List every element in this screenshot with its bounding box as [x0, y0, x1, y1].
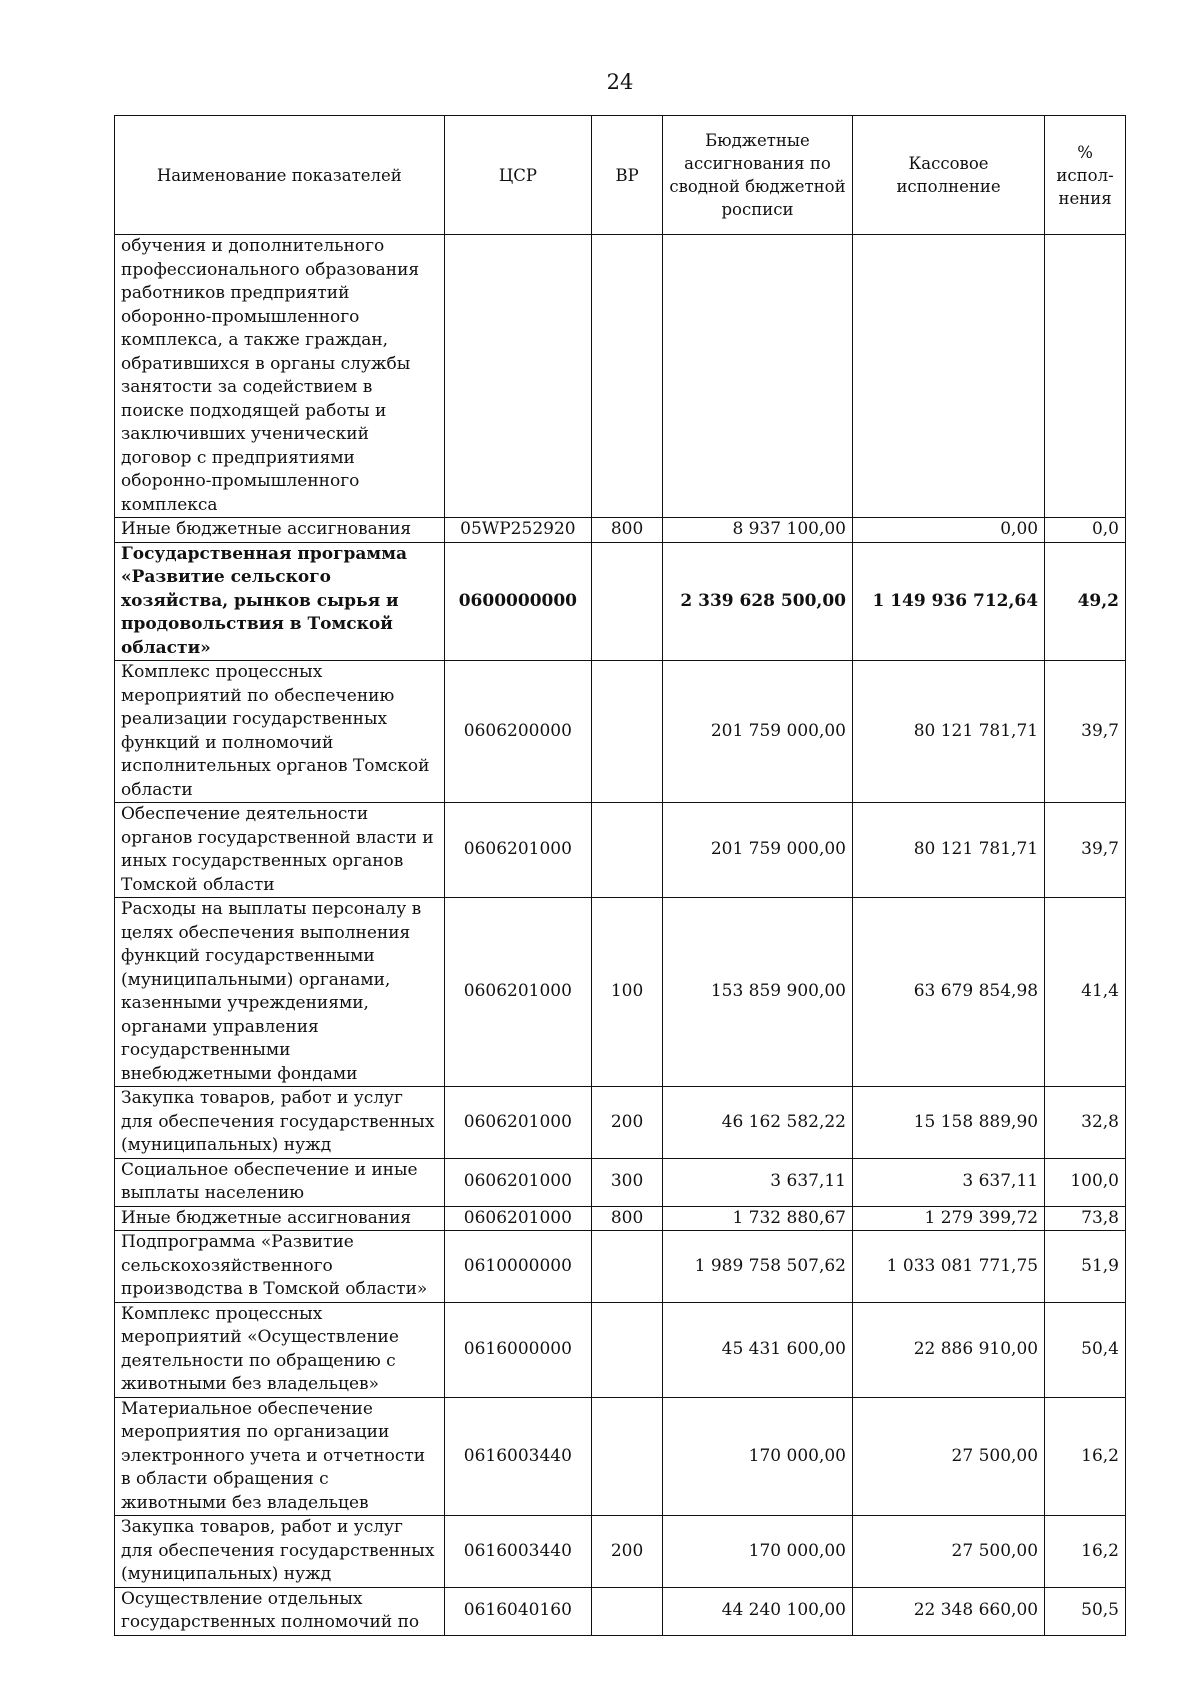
row-vr [592, 1302, 663, 1397]
row-csr: 0616040160 [444, 1587, 592, 1635]
row-allocations: 170 000,00 [662, 1516, 852, 1588]
row-allocations: 3 637,11 [662, 1158, 852, 1206]
row-name: Закупка товаров, работ и услуг для обеспечения государственных (муниципальных) нужд [115, 1087, 445, 1159]
row-vr [592, 1587, 663, 1635]
row-csr: 0610000000 [444, 1231, 592, 1303]
row-vr: 200 [592, 1516, 663, 1588]
row-name: Государственная программа «Развитие сельского хозяйства, рынков сырья и продовольствия в Томской области» [115, 542, 445, 661]
row-percent: 51,9 [1045, 1231, 1126, 1303]
row-csr: 0606200000 [444, 661, 592, 803]
row-vr [592, 1231, 663, 1303]
page-number: 24 [606, 70, 634, 94]
header-allocations: Бюджетные ассигнования по сводной бюджетной росписи [662, 116, 852, 235]
table-row [115, 1587, 1126, 1635]
budget-execution-table [114, 115, 1126, 1636]
row-cash: 1 279 399,72 [853, 1206, 1045, 1231]
row-allocations: 201 759 000,00 [662, 661, 852, 803]
table-row [115, 1516, 1126, 1588]
row-cash: 1 033 081 771,75 [853, 1231, 1045, 1303]
row-allocations: 1 989 758 507,62 [662, 1231, 852, 1303]
row-allocations: 170 000,00 [662, 1397, 852, 1516]
row-percent: 100,0 [1045, 1158, 1126, 1206]
row-name: Комплекс процессных мероприятий «Осуществление деятельности по обращению с животными без владельцев» [115, 1302, 445, 1397]
row-csr: 0616003440 [444, 1516, 592, 1588]
row-percent: 0,0 [1045, 518, 1126, 543]
header-percent: % испол-нения [1045, 116, 1126, 235]
table-row [115, 1206, 1126, 1231]
table-row [115, 1231, 1126, 1303]
row-vr: 800 [592, 1206, 663, 1231]
row-name: Иные бюджетные ассигнования [115, 1206, 445, 1231]
row-csr: 0606201000 [444, 1087, 592, 1159]
row-csr: 0606201000 [444, 898, 592, 1087]
table-row [115, 1087, 1126, 1159]
header-cash-execution: Кассовое исполнение [853, 116, 1045, 235]
row-cash: 80 121 781,71 [853, 661, 1045, 803]
row-percent [1045, 235, 1126, 518]
row-percent: 41,4 [1045, 898, 1126, 1087]
table-header-row [115, 116, 1126, 235]
row-cash: 15 158 889,90 [853, 1087, 1045, 1159]
table-row [115, 235, 1126, 518]
row-percent: 39,7 [1045, 803, 1126, 898]
table-row [115, 1302, 1126, 1397]
header-vr: ВР [592, 116, 663, 235]
row-percent: 32,8 [1045, 1087, 1126, 1159]
row-allocations: 45 431 600,00 [662, 1302, 852, 1397]
table-row [115, 518, 1126, 543]
row-csr: 0600000000 [444, 542, 592, 661]
row-percent: 50,4 [1045, 1302, 1126, 1397]
row-allocations: 44 240 100,00 [662, 1587, 852, 1635]
table-row [115, 661, 1126, 803]
row-percent: 39,7 [1045, 661, 1126, 803]
table-row [115, 1397, 1126, 1516]
row-vr [592, 542, 663, 661]
row-csr: 0606201000 [444, 803, 592, 898]
row-vr: 200 [592, 1087, 663, 1159]
row-percent: 16,2 [1045, 1516, 1126, 1588]
row-vr: 800 [592, 518, 663, 543]
row-percent: 73,8 [1045, 1206, 1126, 1231]
row-csr: 0606201000 [444, 1158, 592, 1206]
row-allocations: 201 759 000,00 [662, 803, 852, 898]
row-percent: 49,2 [1045, 542, 1126, 661]
row-name: Иные бюджетные ассигнования [115, 518, 445, 543]
row-csr: 0616003440 [444, 1397, 592, 1516]
row-vr [592, 1397, 663, 1516]
row-allocations: 46 162 582,22 [662, 1087, 852, 1159]
row-name: Материальное обеспечение мероприятия по организации электронного учета и отчетности в области обращения с животными без владельцев [115, 1397, 445, 1516]
row-csr: 0606201000 [444, 1206, 592, 1231]
row-name: обучения и дополнительного профессионального образования работников предприятий оборонно-промышленного комплекса, а также граждан, обратившихся в органы службы занятости за содействием в поиске подходящей работы и заключивших ученический договор с предприятиями оборонно-промышленного комплекса [115, 235, 445, 518]
row-vr: 100 [592, 898, 663, 1087]
row-cash: 1 149 936 712,64 [853, 542, 1045, 661]
row-name: Закупка товаров, работ и услуг для обеспечения государственных (муниципальных) нужд [115, 1516, 445, 1588]
row-cash: 80 121 781,71 [853, 803, 1045, 898]
row-cash [853, 235, 1045, 518]
row-allocations: 153 859 900,00 [662, 898, 852, 1087]
row-name: Обеспечение деятельности органов государственной власти и иных государственных органов Томской области [115, 803, 445, 898]
row-cash: 27 500,00 [853, 1397, 1045, 1516]
row-name: Подпрограмма «Развитие сельскохозяйственного производства в Томской области» [115, 1231, 445, 1303]
row-cash: 22 886 910,00 [853, 1302, 1045, 1397]
row-cash: 22 348 660,00 [853, 1587, 1045, 1635]
row-csr [444, 235, 592, 518]
row-vr [592, 661, 663, 803]
table-row [115, 1158, 1126, 1206]
row-percent: 16,2 [1045, 1397, 1126, 1516]
row-name: Комплекс процессных мероприятий по обеспечению реализации государственных функций и полномочий исполнительных органов Томской области [115, 661, 445, 803]
row-cash: 3 637,11 [853, 1158, 1045, 1206]
row-vr [592, 803, 663, 898]
row-allocations: 8 937 100,00 [662, 518, 852, 543]
table-row [115, 803, 1126, 898]
table-row [115, 898, 1126, 1087]
row-cash: 0,00 [853, 518, 1045, 543]
row-name: Осуществление отдельных государственных полномочий по [115, 1587, 445, 1635]
header-csr: ЦСР [444, 116, 592, 235]
row-allocations [662, 235, 852, 518]
table-row-program-total [115, 542, 1126, 661]
row-cash: 63 679 854,98 [853, 898, 1045, 1087]
row-name: Социальное обеспечение и иные выплаты населению [115, 1158, 445, 1206]
row-csr: 0616000000 [444, 1302, 592, 1397]
row-allocations: 2 339 628 500,00 [662, 542, 852, 661]
row-name: Расходы на выплаты персоналу в целях обеспечения выполнения функций государственными (муниципальными) органами, казенными учреждениями, органами управления государственными внебюджетными фондами [115, 898, 445, 1087]
row-vr [592, 235, 663, 518]
row-csr: 05WP252920 [444, 518, 592, 543]
row-vr: 300 [592, 1158, 663, 1206]
header-name: Наименование показателей [115, 116, 445, 235]
row-allocations: 1 732 880,67 [662, 1206, 852, 1231]
row-cash: 27 500,00 [853, 1516, 1045, 1588]
row-percent: 50,5 [1045, 1587, 1126, 1635]
